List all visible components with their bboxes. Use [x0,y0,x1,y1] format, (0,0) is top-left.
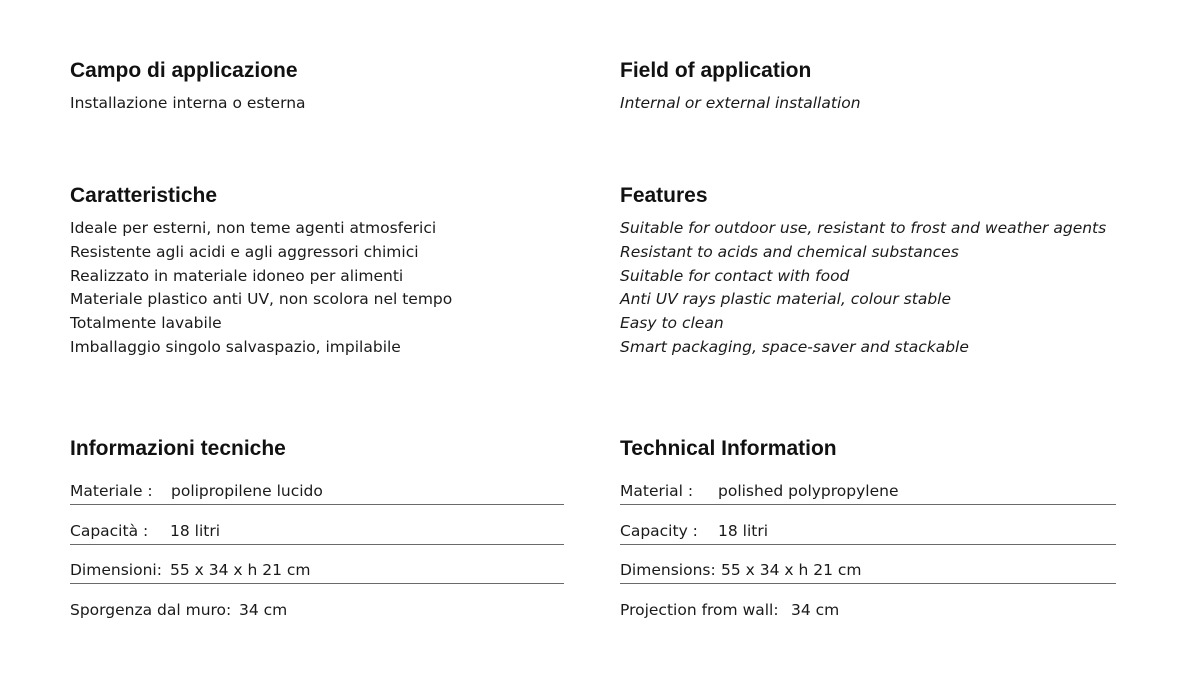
application-section-en [620,58,861,116]
technical-heading-en: Technical Information [620,437,837,460]
feature-item: Anti UV rays plastic material, colour stable [620,290,952,309]
feature-item: Suitable for contact with food [620,266,850,285]
technical-section-en [620,436,899,619]
row-divider [70,504,564,505]
technical-heading-it: Informazioni tecniche [70,437,286,460]
feature-item: Totalmente lavabile [70,314,222,333]
row-label: Projection from wall: [620,600,779,619]
row-label: Capacità : [70,521,149,540]
feature-item: Materiale plastico anti UV, non scolora nel tempo [70,290,453,309]
row-divider [620,504,1116,505]
feature-item: Resistente agli acidi e agli aggressori chimici [70,242,419,261]
features-heading-en: Features [620,184,708,207]
application-section-it [70,58,306,116]
features-list-en [620,217,1106,360]
features-section-en [620,183,1106,360]
row-value: 55 x 34 x h 21 cm [721,561,862,579]
features-heading-it: Caratteristiche [70,184,218,207]
row-label: Sporgenza dal muro: [70,600,232,619]
row-label: Materiale : [70,482,153,500]
application-text-en: Internal or external installation [620,94,861,112]
application-heading-it: Campo di applicazione [70,59,298,82]
feature-item: Imballaggio singolo salvaspazio, impilabile [70,337,401,356]
features-list-it [70,217,452,360]
row-divider [70,544,564,545]
row-value: 18 litri [718,521,769,540]
features-section-it [70,183,452,360]
row-label: Material : [620,482,694,500]
application-text-it: Installazione interna o esterna [70,94,306,112]
row-label: Dimensioni: [70,561,162,579]
feature-item: Resistant to acids and chemical substances [620,242,959,261]
row-label: Capacity : [620,521,698,540]
row-divider [70,583,564,584]
row-value: 18 litri [170,521,221,540]
row-divider [620,583,1116,584]
row-value: 34 cm [791,600,840,619]
row-value: polished polypropylene [718,482,899,500]
row-value: 34 cm [239,600,288,619]
row-value: polipropilene lucido [171,482,323,500]
technical-section-it [70,436,323,619]
feature-item: Smart packaging, space-saver and stackable [620,337,969,356]
row-divider [620,544,1116,545]
row-value: 55 x 34 x h 21 cm [170,561,311,579]
application-heading-en: Field of application [620,59,812,82]
row-label: Dimensions: [620,561,716,579]
feature-item: Realizzato in materiale idoneo per alimenti [70,266,404,285]
feature-item: Suitable for outdoor use, resistant to frost and weather agents [620,219,1107,237]
feature-item: Easy to clean [620,314,724,333]
feature-item: Ideale per esterni, non teme agenti atmosferici [70,219,437,237]
